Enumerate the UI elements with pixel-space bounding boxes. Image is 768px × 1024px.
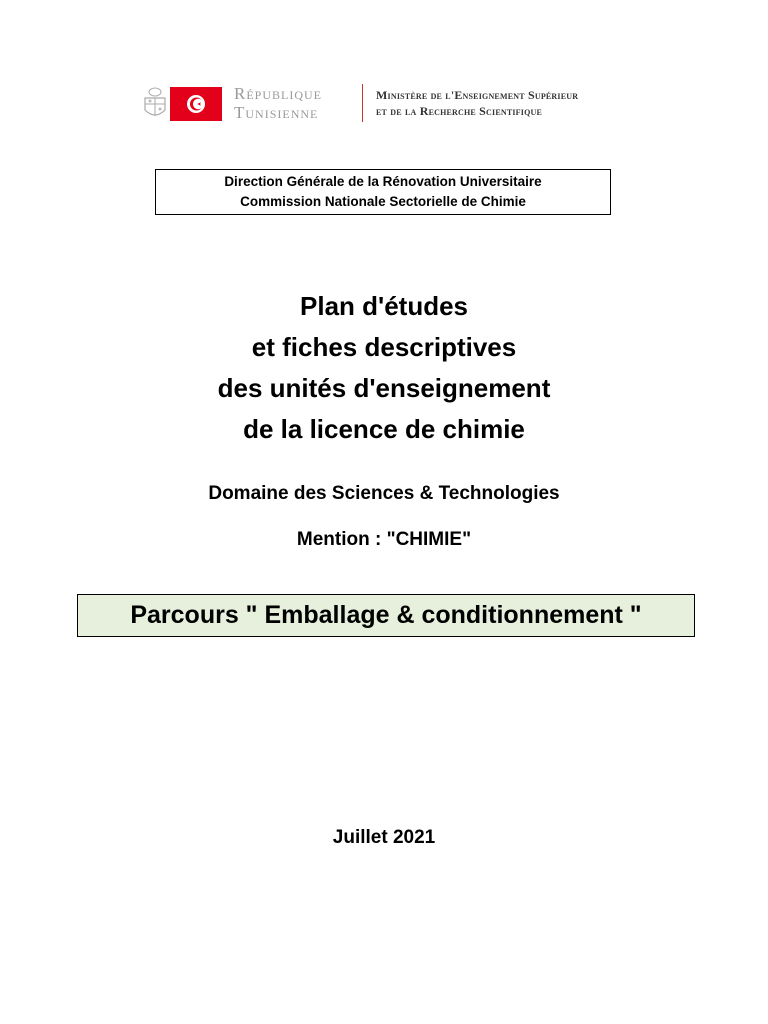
header-divider [362, 84, 363, 122]
ministry-line-2: et de la Recherche Scientifique [376, 104, 543, 118]
mention-text: Mention : "CHIMIE" [296, 529, 472, 550]
republic-text [234, 84, 322, 122]
direction-line: Direction Générale de la Rénovation Universitaire [224, 174, 542, 189]
parcours-box [77, 594, 695, 637]
title-line-4: de la licence de chimie [243, 414, 525, 444]
document-title [0, 286, 768, 450]
title-line-2: et fiches descriptives [251, 332, 517, 362]
republic-line-2: Tunisienne [234, 103, 319, 122]
domain-text: Domaine des Sciences & Technologies [208, 483, 560, 504]
commission-line: Commission Nationale Sectorielle de Chimie [240, 194, 526, 209]
title-line-1: Plan d'études [300, 291, 468, 321]
tunisia-coat-of-arms-icon [142, 86, 168, 122]
ministry-text [376, 87, 578, 119]
parcours-text: Parcours " Emballage & conditionnement " [130, 601, 642, 629]
ministry-line-1: Ministère de l'Enseignement Supérieur [376, 88, 579, 102]
tunisia-flag-icon [170, 87, 222, 121]
title-line-3: des unités d'enseignement [217, 373, 551, 403]
document-date: Juillet 2021 [332, 827, 436, 848]
republic-line-1: République [234, 84, 323, 103]
header-logo [142, 82, 626, 126]
direction-box [155, 169, 611, 215]
